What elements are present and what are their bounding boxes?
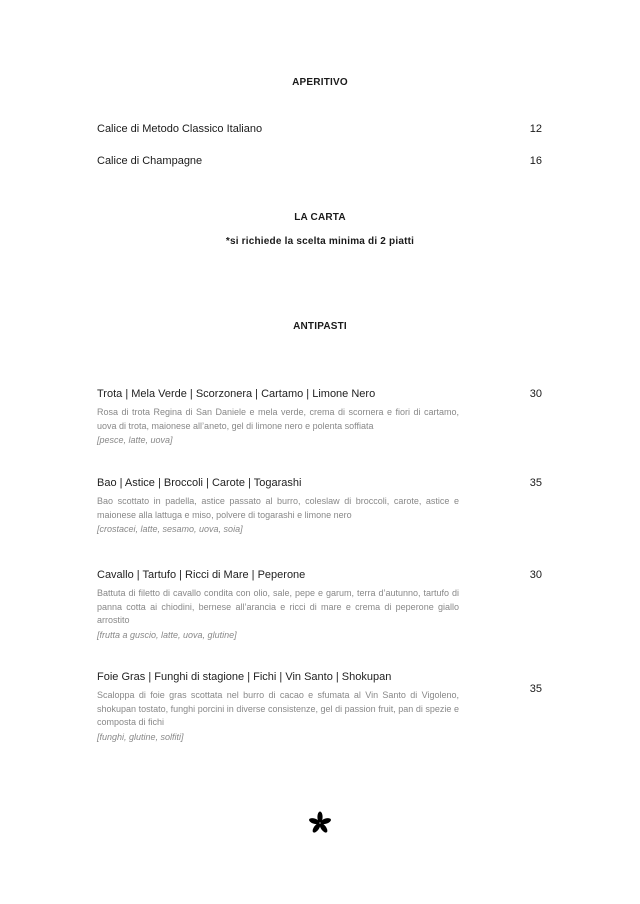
dish-price: 35 bbox=[529, 477, 542, 489]
dish-description: Bao scottato in padella, astice passato al burro, coleslaw di broccoli, carote, astice e maionese alla lattuga e miso, polvere di togarashi e limone nero bbox=[97, 496, 459, 520]
dish-title: Trota | Mela Verde | Scorzonera | Cartamo | Limone Nero bbox=[97, 388, 376, 400]
dish-allergens: [pesce, latte, uova] bbox=[97, 435, 173, 445]
dish-allergens: [funghi, glutine, solfiti] bbox=[97, 731, 184, 742]
aperitivo-heading: APERITIVO bbox=[292, 77, 348, 88]
item-price: 16 bbox=[529, 155, 542, 167]
dish-allergens: [frutta a guscio, latte, uova, glutine] bbox=[97, 629, 237, 640]
dish-title: Bao | Astice | Broccoli | Carote | Togarashi bbox=[97, 477, 302, 489]
dish-title: Foie Gras | Funghi di stagione | Fichi | Vin Santo | Shokupan bbox=[97, 671, 392, 683]
la-carta-note: *si richiede la scelta minima di 2 piatti bbox=[225, 236, 415, 247]
antipasti-heading: ANTIPASTI bbox=[293, 321, 347, 332]
asterisk-logo-icon bbox=[308, 808, 332, 838]
dish-description: Rosa di trota Regina di San Daniele e mela verde, crema di scornera e fiori di cartamo, uova di trota, maionese all’aneto, gel di limone nero e polenta soffiata bbox=[97, 407, 459, 431]
item-price: 12 bbox=[529, 123, 542, 135]
dish-description: Scaloppa di foie gras scottata nel burro di cacao e sfumata al Vin Santo di Vigoleno, shokupan tostato, funghi porcini in diverse consistenze, gel di passion fruit, pan di spezie e composta di fichi bbox=[97, 690, 459, 727]
dish bbox=[97, 671, 542, 742]
dish-price: 30 bbox=[529, 569, 542, 581]
item-name: Calice di Champagne bbox=[97, 155, 203, 167]
dish-description: Battuta di filetto di cavallo condita con olio, sale, pepe e garum, terra d’autunno, tartufo di panna cotta ai chiodini, bernese all’arancia e ricci di mare e crema di peperone giallo arrostito bbox=[97, 588, 459, 625]
dish-allergens: [crostacei, latte, sesamo, uova, soia] bbox=[97, 524, 243, 534]
dish-title: Cavallo | Tartufo | Ricci di Mare | Peperone bbox=[97, 569, 306, 581]
item-name: Calice di Metodo Classico Italiano bbox=[97, 123, 263, 135]
la-carta-heading: LA CARTA bbox=[294, 212, 346, 223]
dish-price: 35 bbox=[529, 683, 542, 695]
dish bbox=[97, 569, 542, 640]
dish bbox=[97, 477, 542, 534]
dish-price: 30 bbox=[529, 388, 542, 400]
dish bbox=[97, 388, 542, 445]
